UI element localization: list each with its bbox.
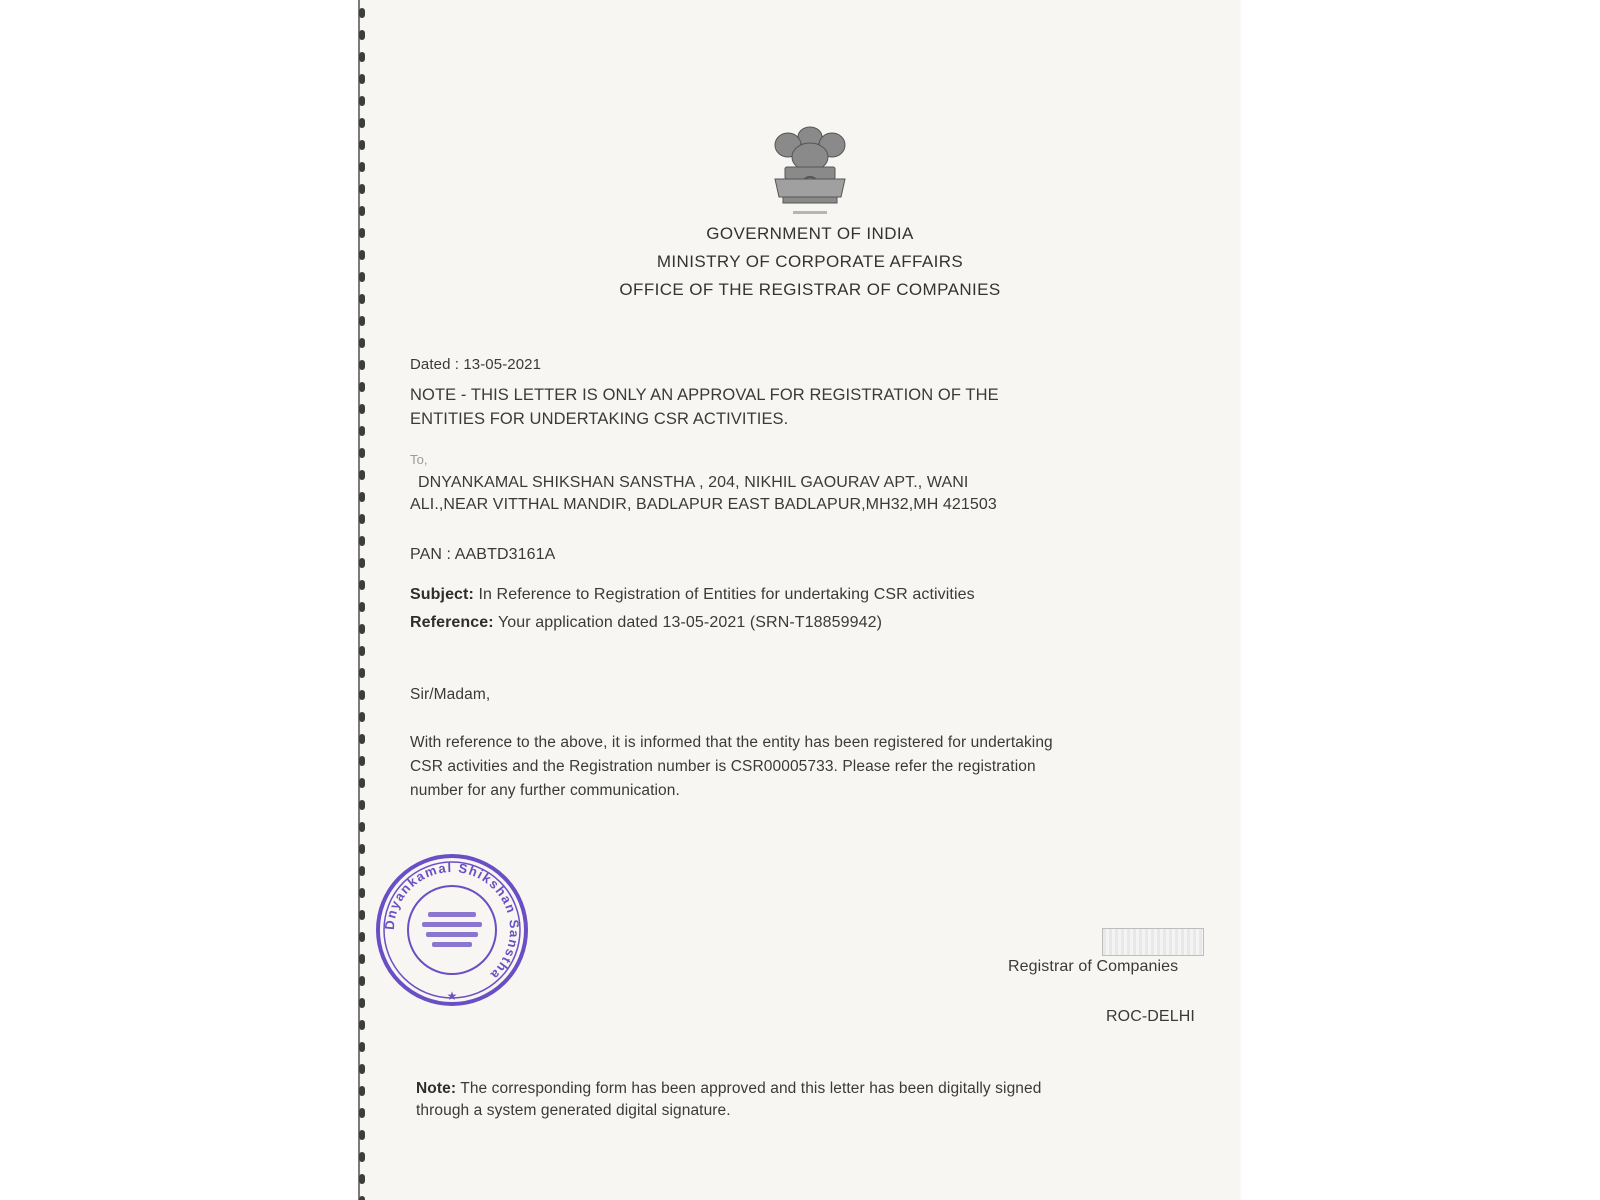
spiral-ring	[359, 866, 365, 876]
spiral-ring	[359, 272, 365, 282]
spiral-ring	[359, 1130, 365, 1140]
spiral-ring	[359, 338, 365, 348]
spiral-ring	[359, 910, 365, 920]
spiral-ring	[359, 184, 365, 194]
footer-note-label: Note:	[416, 1080, 457, 1097]
spiral-ring	[359, 998, 365, 1008]
spiral-ring	[359, 514, 365, 524]
address-line1: DNYANKAMAL SHIKSHAN SANSTHA , 204, NIKHIL GAOURAV APT., WANI	[418, 474, 969, 491]
spiral-ring	[359, 140, 365, 150]
header-office: OFFICE OF THE REGISTRAR OF COMPANIES	[619, 280, 1001, 299]
spiral-ring	[359, 646, 365, 656]
spiral-ring	[359, 118, 365, 128]
body-line1: With reference to the above, it is informed that the entity has been registered for undertaking	[410, 734, 1053, 751]
spiral-ring	[359, 822, 365, 832]
spiral-ring	[359, 162, 365, 172]
spiral-ring	[359, 404, 365, 414]
spiral-ring	[359, 580, 365, 590]
spiral-ring	[359, 976, 365, 986]
header-government: GOVERNMENT OF INDIA	[706, 224, 914, 243]
spiral-ring	[359, 602, 365, 612]
spiral-ring	[359, 800, 365, 810]
spiral-ring	[359, 250, 365, 260]
spiral-ring	[359, 844, 365, 854]
spiral-ring	[359, 316, 365, 326]
subject-text: In Reference to Registration of Entities for undertaking CSR activities	[478, 586, 975, 603]
digital-signature-box	[1102, 928, 1204, 956]
spiral-ring	[359, 536, 365, 546]
address-line2: ALI.,NEAR VITTHAL MANDIR, BADLAPUR EAST BADLAPUR,MH32,MH 421503	[410, 496, 997, 513]
spiral-ring	[359, 1108, 365, 1118]
pan-number: PAN : AABTD3161A	[410, 546, 556, 563]
footer-note-line2: through a system generated digital signature.	[416, 1102, 731, 1119]
spiral-ring	[359, 492, 365, 502]
header-ministry: MINISTRY OF CORPORATE AFFAIRS	[656, 252, 964, 271]
spiral-ring	[359, 426, 365, 436]
national-emblem-icon	[755, 115, 865, 225]
spiral-ring	[359, 624, 365, 634]
salutation: Sir/Madam,	[410, 686, 491, 703]
spiral-ring	[359, 294, 365, 304]
spiral-ring	[359, 1152, 365, 1162]
spiral-ring	[359, 734, 365, 744]
spiral-ring	[359, 1174, 365, 1184]
signatory-title: Registrar of Companies	[1008, 958, 1179, 975]
spiral-binding	[358, 0, 372, 1200]
to-label: To,	[410, 452, 428, 467]
spiral-ring	[359, 756, 365, 766]
organization-seal-icon	[372, 850, 532, 1010]
spiral-ring	[359, 470, 365, 480]
spiral-ring	[359, 382, 365, 392]
spiral-ring	[359, 1020, 365, 1030]
svg-text:Dnyankamal Shikshan Sanstha	[382, 860, 522, 984]
body-line3: number for any further communication.	[410, 782, 680, 799]
subject-line	[410, 586, 975, 604]
spiral-ring	[359, 206, 365, 216]
footer-note-line1	[416, 1080, 1041, 1098]
svg-text:★: ★	[446, 989, 458, 1003]
spiral-ring	[359, 1064, 365, 1074]
letter-date: Dated : 13-05-2021	[410, 356, 542, 373]
subject-label: Subject:	[410, 586, 474, 603]
spiral-ring	[359, 690, 365, 700]
spiral-ring	[359, 1086, 365, 1096]
spiral-ring	[359, 52, 365, 62]
spiral-ring	[359, 954, 365, 964]
body-line2: CSR activities and the Registration number is CSR00005733. Please refer the registration	[410, 758, 1036, 775]
approval-note-line2: ENTITIES FOR UNDERTAKING CSR ACTIVITIES.	[410, 410, 789, 428]
reference-line	[410, 614, 882, 632]
spiral-ring	[359, 712, 365, 722]
stamp-text: Dnyankamal Shikshan Sanstha	[381, 859, 523, 984]
spiral-ring	[359, 1196, 365, 1200]
footer-note-text: The corresponding form has been approved and this letter has been digitally signed	[460, 1080, 1042, 1097]
spiral-ring	[359, 778, 365, 788]
spiral-ring	[359, 360, 365, 370]
reference-label: Reference:	[410, 614, 494, 631]
spiral-ring	[359, 448, 365, 458]
spiral-ring	[359, 8, 365, 18]
spiral-ring	[359, 888, 365, 898]
spiral-ring	[359, 558, 365, 568]
spiral-ring	[359, 668, 365, 678]
spiral-ring	[359, 1042, 365, 1052]
reference-text: Your application dated 13-05-2021 (SRN-T18859942)	[497, 614, 883, 631]
spiral-ring	[359, 74, 365, 84]
spiral-ring	[359, 96, 365, 106]
spiral-ring	[359, 932, 365, 942]
approval-note-line1: NOTE - THIS LETTER IS ONLY AN APPROVAL FOR REGISTRATION OF THE	[410, 386, 999, 404]
spiral-ring	[359, 30, 365, 40]
spiral-ring	[359, 228, 365, 238]
signatory-office: ROC-DELHI	[1106, 1008, 1195, 1025]
